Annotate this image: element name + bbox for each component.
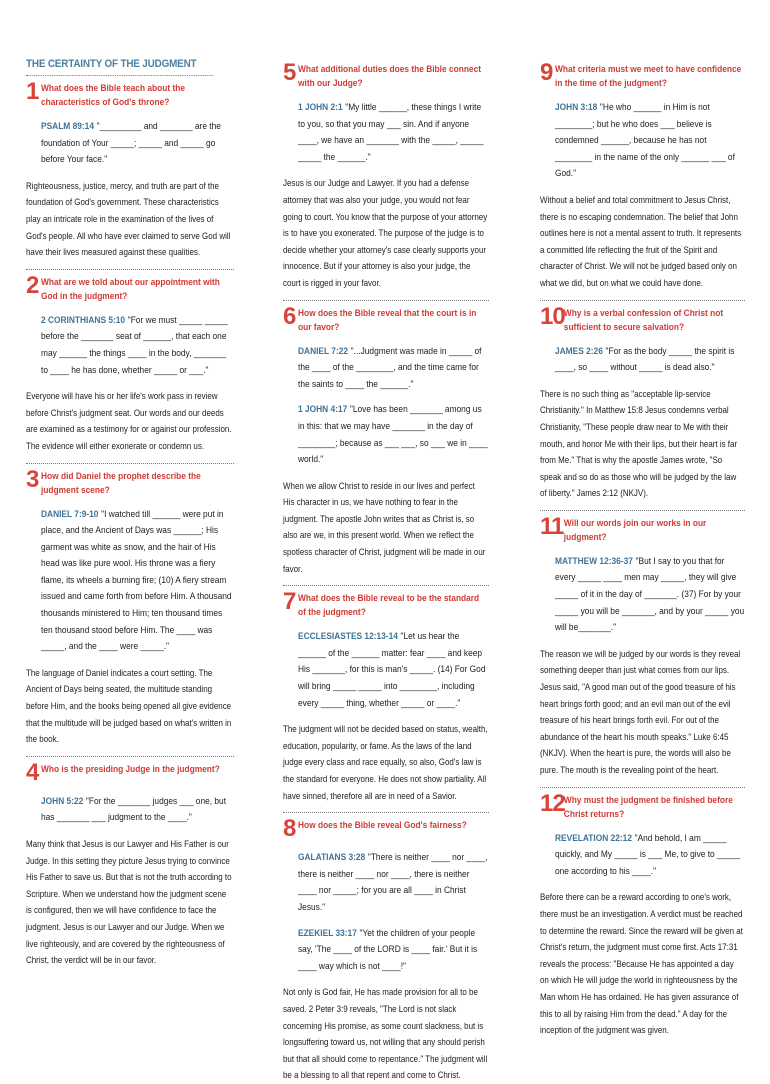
scripture-text: "He who ______ in Him is not ________; but he who does ___ believe is condemned ______, because he has not ________ in the name of the only ______ ___ of God." <box>555 102 735 180</box>
scripture-reference: 1 JOHN 2:1 <box>298 102 343 113</box>
scripture-reference: JOHN 3:18 <box>555 102 598 113</box>
scripture-text: "_________ and _______ are the foundation of Your _____; _____ and _____ go before Your face." <box>41 121 221 166</box>
page-title: THE CERTAINTY OF THE JUDGMENT <box>26 58 213 76</box>
question-section-12 <box>540 789 745 1039</box>
scripture-text: "And behold, I am _____ quickly, and My _____ is ___ Me, to give to _____ one according to his ____." <box>555 832 741 877</box>
scripture-reference: EZEKIEL 33:17 <box>298 927 357 939</box>
column-3 <box>540 58 745 1039</box>
commentary-paragraph: The language of Daniel indicates a court setting. The Ancient of Days being seated, the multitude standing before Him, and the books being opened all give evidence that the multitude will be judged based on what's written in the book. <box>26 666 232 745</box>
section-divider <box>540 300 745 301</box>
question-number: 3 <box>26 465 39 493</box>
section-divider <box>540 787 745 788</box>
question-number: 8 <box>283 815 296 843</box>
question-text: How does the Bible reveal God's fairness? <box>298 820 467 832</box>
question-text: How does the Bible reveal that the court is in our favor? <box>298 307 477 333</box>
section-divider <box>26 756 234 757</box>
question-section-5 <box>283 59 489 292</box>
scripture-text: "For as the body _____ the spirit is ____, so ____ without _____ is dead also." <box>555 345 735 374</box>
question-section-11 <box>540 512 745 779</box>
scripture-fill-in <box>298 850 488 916</box>
question-section-7 <box>283 588 489 804</box>
scripture-reference: ECCLESIASTES 12:13-14 <box>298 631 398 643</box>
question-text: What does the Bible reveal to be the standard of the judgment? <box>298 593 480 619</box>
question-text: What does the Bible teach about the characteristics of God's throne? <box>41 83 185 108</box>
question-8 <box>283 815 489 843</box>
scripture-fill-in <box>298 402 488 468</box>
commentary-paragraph: Not only is God fair, He has made provision for all to be saved. 2 Peter 3:9 reveals, "The Lord is not slack concerning His promise, as some count slackness, but is longsuffering toward us, not willing that any should perish but that all should come to repentance." The judgment will be a blessing to all that repent and come to Christ. <box>283 986 488 1081</box>
question-section-6 <box>283 302 489 578</box>
scripture-fill-in <box>298 926 488 976</box>
commentary-paragraph: Without a belief and total commitment to Jesus Christ, there is no escaping condemnation. The belief that John outlines here is not a mental assent to truth. It represents a committed life reflecting the fruit of the Spirit and character of Christ. We will not be judged based only on what we did, but on what we could have done. <box>540 193 742 288</box>
section-divider <box>540 510 745 511</box>
section-divider <box>283 300 489 301</box>
scripture-fill-in <box>41 794 233 827</box>
scripture-text: "My little ______, these things I write to you, so that you may ___ sin. And if anyone ____, we have an _______ with the _____, _____ _____ the ______." <box>298 102 484 163</box>
scripture-fill-in <box>555 554 744 637</box>
question-5 <box>283 59 489 91</box>
question-text: What additional duties does the Bible connect with our Judge? <box>298 64 482 89</box>
scripture-reference: PSALM 89:14 <box>41 121 94 132</box>
question-text: What are we told about our appointment with God in the judgment? <box>41 276 220 302</box>
commentary-paragraph: The judgment will not be decided based on status, wealth, education, popularity, or fame. As the laws of the land judge every class and race equally, so also, God's law is the standard for everyone. He does not show partiality. All have sinned, therefore all are in need of a Savior. <box>283 723 488 801</box>
question-section-1 <box>26 78 234 261</box>
scripture-fill-in <box>298 100 488 166</box>
section-divider <box>26 269 234 270</box>
question-11 <box>540 512 745 545</box>
section-divider <box>283 585 489 586</box>
question-4 <box>26 758 234 786</box>
scripture-text: "For we must _____ _____ before the _______ seat of ______, that each one may ______ the things ____ in the body, _______ to ____ he has done, whether _____ or ___." <box>41 314 228 376</box>
question-text: Will our words join our works in our judgment? <box>563 517 707 543</box>
scripture-text: "But I say to you that for every _____ ____ men may _____, they will give _____ of it in the day of _______. (37) For by your _____ you will be _______, and by your _____ you will be_______." <box>555 555 745 634</box>
question-text: Why is a verbal confession of Christ not sufficient to secure salvation? <box>563 307 724 333</box>
question-section-2 <box>26 271 234 455</box>
scripture-fill-in <box>41 507 233 656</box>
question-text: Why must the judgment be finished before Christ returns? <box>563 794 733 820</box>
question-section-10 <box>540 302 745 502</box>
question-text: How did Daniel the prophet describe the judgment scene? <box>41 470 201 496</box>
scripture-reference: REVELATION 22:12 <box>555 832 632 844</box>
scripture-text: "...Judgment was made in _____ of the ____ of the ________, and the time came for the saints to ____ the ______." <box>298 345 482 390</box>
question-7 <box>283 588 489 620</box>
question-section-9 <box>540 59 745 292</box>
question-10 <box>540 302 745 335</box>
question-6 <box>283 302 489 335</box>
question-3 <box>26 465 234 498</box>
scripture-text: "For the _______ judges ___ one, but has _______ ___ judgment to the ____." <box>41 795 227 824</box>
question-12 <box>540 789 745 822</box>
scripture-fill-in <box>298 629 488 712</box>
commentary-paragraph: There is no such thing as "acceptable lip-service Christianity." In Matthew 15:8 Jesus condemns verbal Christianity, "These people draw near to Me with their mouth, and honor Me with their lips, but their heart is far from Me." That is why the apostle James wrote, "So speak and so do as those who will be judged by the law of liberty." James 2:12 (NKJV). <box>540 387 738 499</box>
column-1 <box>26 58 234 969</box>
scripture-fill-in <box>555 100 744 183</box>
scripture-fill-in <box>555 344 744 377</box>
scripture-reference: JAMES 2:26 <box>555 345 603 357</box>
scripture-fill-in <box>41 313 233 379</box>
scripture-reference: DANIEL 7:22 <box>298 345 349 357</box>
question-number: 9 <box>540 59 553 86</box>
question-number: 12 <box>540 789 565 817</box>
scripture-text: "Love has been _______ among us in this: that we may have _______ in the day of ________; because as ___ ___, so ___ we in ____ world." <box>298 404 488 466</box>
question-section-4 <box>26 758 234 969</box>
question-number: 4 <box>26 758 39 786</box>
scripture-reference: MATTHEW 12:36-37 <box>555 555 633 567</box>
section-divider <box>283 812 489 813</box>
commentary-paragraph: When we allow Christ to reside in our lives and perfect His character in us, we have nothing to fear in the judgment. The apostle John writes that as Christ is, so also are we, in this present world. When we reflect the spotless character of Christ, judgment will be made in our favor. <box>283 479 486 574</box>
scripture-fill-in <box>555 831 744 881</box>
commentary-paragraph: Jesus is our Judge and Lawyer. If you had a defense attorney that was also your judge, you would not fear going to court. You know that the purpose of your attorney is to have you exonerated. The purpose of the judge is to decide whether your attorney's case clearly supports your innocence. But if your attorney is also your judge, the court is rigged in your favor. <box>283 177 488 288</box>
scripture-reference: 1 JOHN 4:17 <box>298 404 348 416</box>
question-number: 1 <box>26 78 39 105</box>
question-number: 2 <box>26 271 39 299</box>
scripture-text: "Yet the children of your people say, 'The ____ of the LORD is ____ fair.' But it is ____ way which is not ____!" <box>298 927 478 972</box>
question-number: 6 <box>283 302 296 330</box>
commentary-paragraph: The reason we will be judged by our words is they reveal something deeper than just what comes from our lips. Jesus said, "A good man out of the good treasure of his heart brings forth good; and an evil man out of the evil treasure of his heart brings forth evil. For out of the abundance of the heart his mouth speaks." Luke 6:45 (NKJV). When the heart is pure, the words will also be pure. The mouth is the revealing point of the heart. <box>540 647 741 775</box>
question-section-8 <box>283 815 489 1084</box>
scripture-reference: 2 CORINTHIANS 5:10 <box>41 314 126 326</box>
question-number: 11 <box>540 512 564 540</box>
commentary-paragraph: Many think that Jesus is our Lawyer and His Father is our Judge. In this setting they picture Jesus trying to convince His Father to save us. But that is not the truth according to Scripture. When we understand how the judgment scene is configured, then we will have confidence to face the judgment. Jesus is our Lawyer and our Judge. When we live righteously, and are covered by the righteousness of Christ, the verdict will be in our favor. <box>26 838 232 966</box>
commentary-paragraph: Everyone will have his or her life's work pass in review before Christ's judgment seat. Our words and our deeds are examined as a testimony for or against our profession. The evidence will either exonerate or condemn us. <box>26 390 232 451</box>
question-number: 10 <box>540 302 565 330</box>
section-divider <box>26 463 234 464</box>
commentary-paragraph: Righteousness, justice, mercy, and truth are part of the foundation of God's government. These characteristics play an intricate role in the examination of the lives of God's people. All who have ever claimed to serve God will have their lives measured against these qualities. <box>26 179 231 258</box>
scripture-text: "I watched till ______ were put in place, and the Ancient of Days was ______; His garment was white as snow, and the hair of His head was like pure wool. His throne was a fiery flame, its wheels a burning fire; (10) A fiery stream issued and came forth from before Him. A thousand thousands ministered to Him; ten thousand times ten thousand stood before Him. The ____ was _____, and the ____ were _____." <box>41 508 232 653</box>
scripture-text: "There is neither ____ nor ____, there is neither ____ nor ____, there is neither ____ nor _____; for you are all ____ in Christ Jesus." <box>298 852 488 913</box>
column-2 <box>283 58 489 1084</box>
scripture-text: "Let us hear the ______ of the ______ matter: fear ____ and keep His _______, for this is man's _____. (14) For God will bring _____ _____ into ________, including every _____ thing, whether _____ or ____." <box>298 631 486 709</box>
scripture-reference: GALATIANS 3:28 <box>298 852 366 864</box>
commentary-paragraph: Before there can be a reward according to one's work, there must be an investigation. A verdict must be reached to determine the reward. Since the reward will be given at Christ's return, the judgment must come first. Acts 17:31 reveals the process: "Because He has appointed a day on which He will judge the world in righteousness by the Man whom He has ordained. He has given assurance of this to all by raising Him from the dead." A day for the inception of the judgment was given. <box>540 891 743 1036</box>
question-text: Who is the presiding Judge in the judgment? <box>41 763 220 775</box>
scripture-reference: JOHN 5:22 <box>41 795 84 807</box>
question-1 <box>26 78 234 110</box>
question-2 <box>26 271 234 304</box>
question-section-3 <box>26 465 234 748</box>
question-text: What criteria must we meet to have confidence in the time of the judgment? <box>555 64 742 89</box>
scripture-fill-in <box>298 344 488 394</box>
question-9 <box>540 59 745 91</box>
scripture-reference: DANIEL 7:9-10 <box>41 508 99 520</box>
question-number: 5 <box>283 59 296 86</box>
scripture-fill-in <box>41 119 233 169</box>
question-number: 7 <box>283 588 296 616</box>
